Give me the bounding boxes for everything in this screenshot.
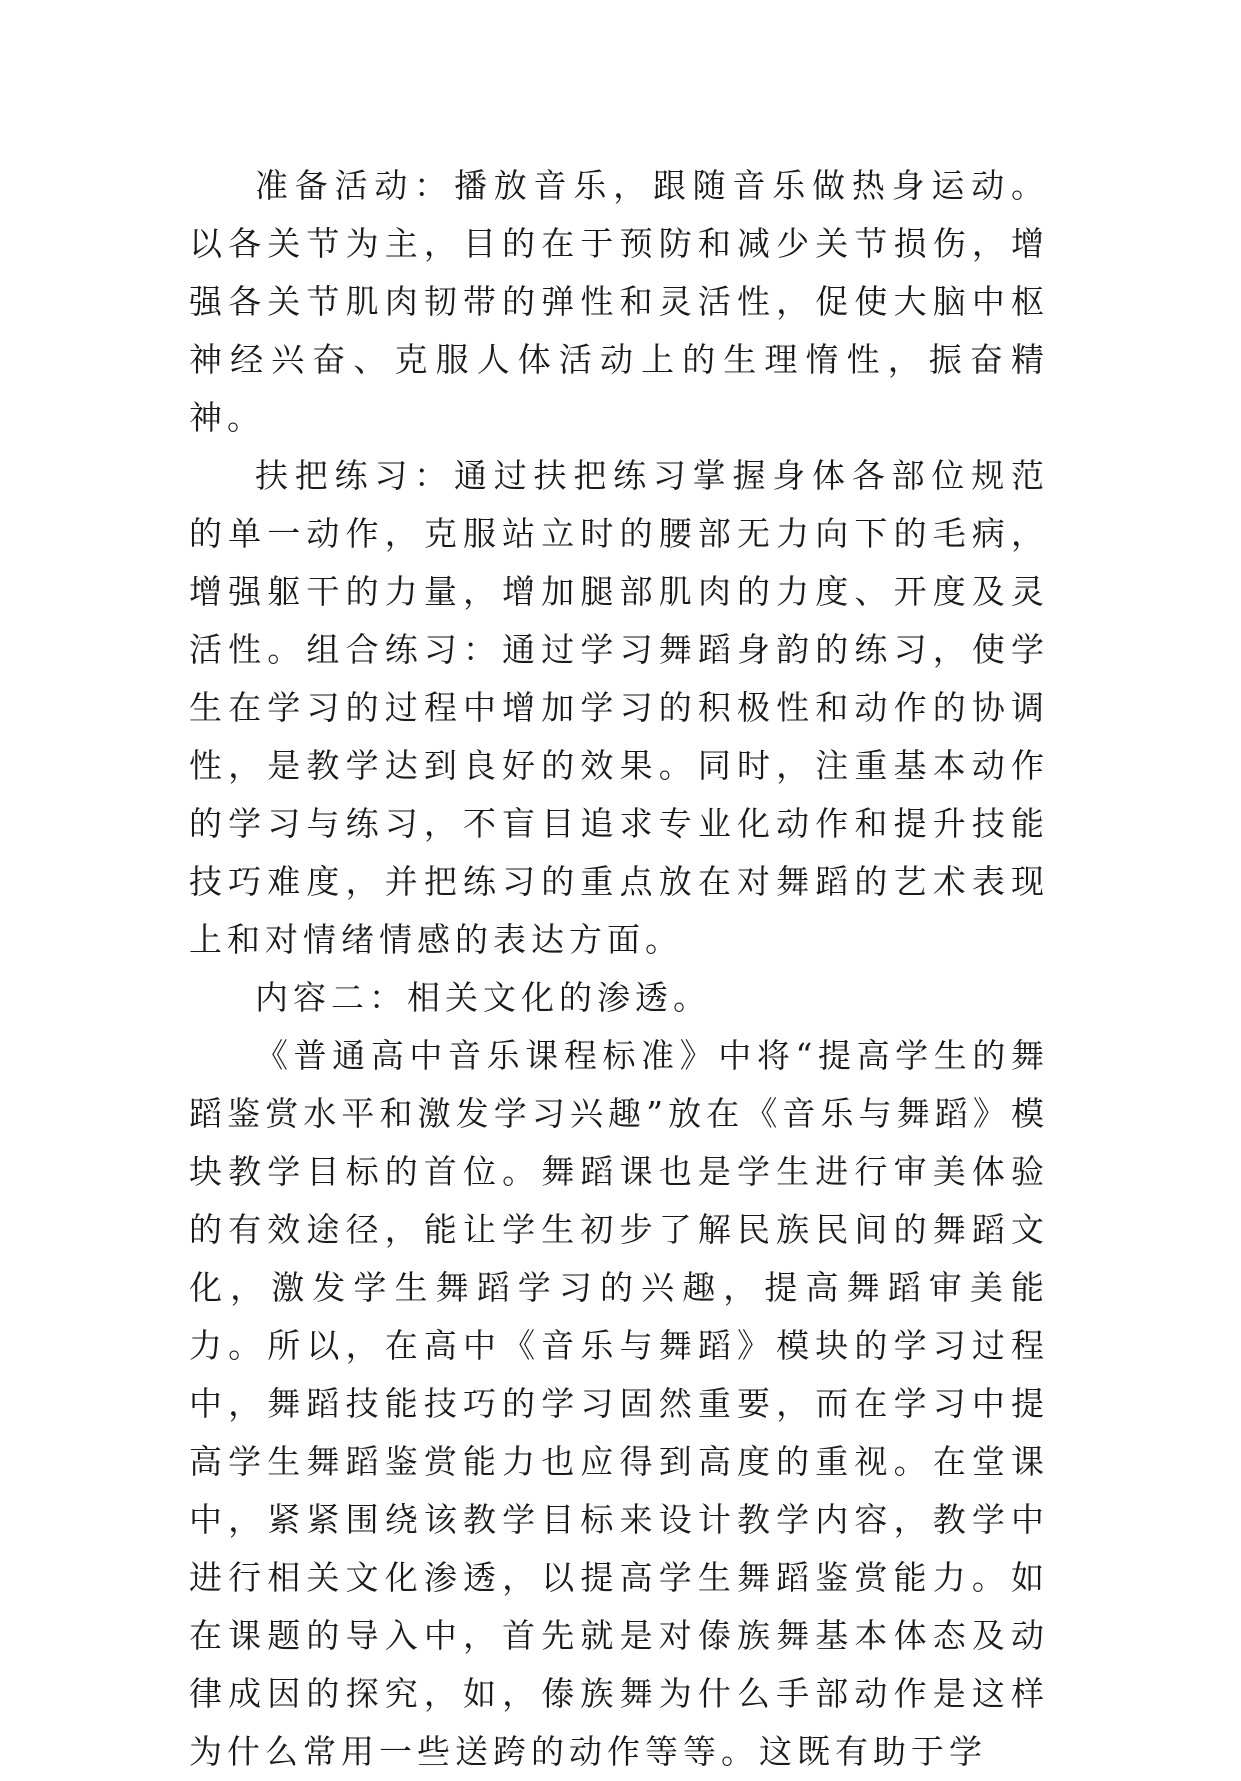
paragraph-curriculum-standard: 《普通高中音乐课程标准》中将“提高学生的舞蹈鉴赏水平和激发学习兴趣”放在《音乐与舞蹈》模块教学目标的首位。舞蹈课也是学生进行审美体验的有效途径，能让学生初步了解民族民间的舞蹈文化，激发学生舞蹈学习的兴趣，提高舞蹈审美能力。所以，在高中《音乐与舞蹈》模块的学习过程中，舞蹈技能技巧的学习固然重要，而在学习中提高学生舞蹈鉴赏能力也应得到高度的重视。在堂课中，紧紧围绕该教学目标来设计教学内容，教学中进行相关文化渗透，以提高学生舞蹈鉴赏能力。如在课题的导入中，首先就是对傣族舞基本体态及动律成因的探究，如，傣族舞为什么手部动作是这样为什么常用一些送跨的动作等等。这既有助于学: [189, 1036, 1049, 1771]
document-body: [189, 157, 1049, 1781]
paragraph-warmup: 准备活动：播放音乐，跟随音乐做热身运动。以各关节为主，目的在于预防和减少关节损伤，增强各关节肌肉韧带的弹性和灵活性，促使大脑中枢神经兴奋、克服人体活动上的生理惰性，振奋精神。: [189, 166, 1049, 437]
paragraph-content-two-heading: 内容二：相关文化的渗透。: [255, 978, 711, 1017]
paragraph-barre-practice: 扶把练习：通过扶把练习掌握身体各部位规范的单一动作，克服站立时的腰部无力向下的毛病，增强躯干的力量，增加腿部肌肉的力度、开度及灵活性。组合练习：通过学习舞蹈身韵的练习，使学生在学习的过程中增加学习的积极性和动作的协调性，是教学达到良好的效果。同时，注重基本动作的学习与练习，不盲目追求专业化动作和提升技能技巧难度，并把练习的重点放在对舞蹈的艺术表现上和对情绪情感的表达方面。: [189, 456, 1049, 959]
